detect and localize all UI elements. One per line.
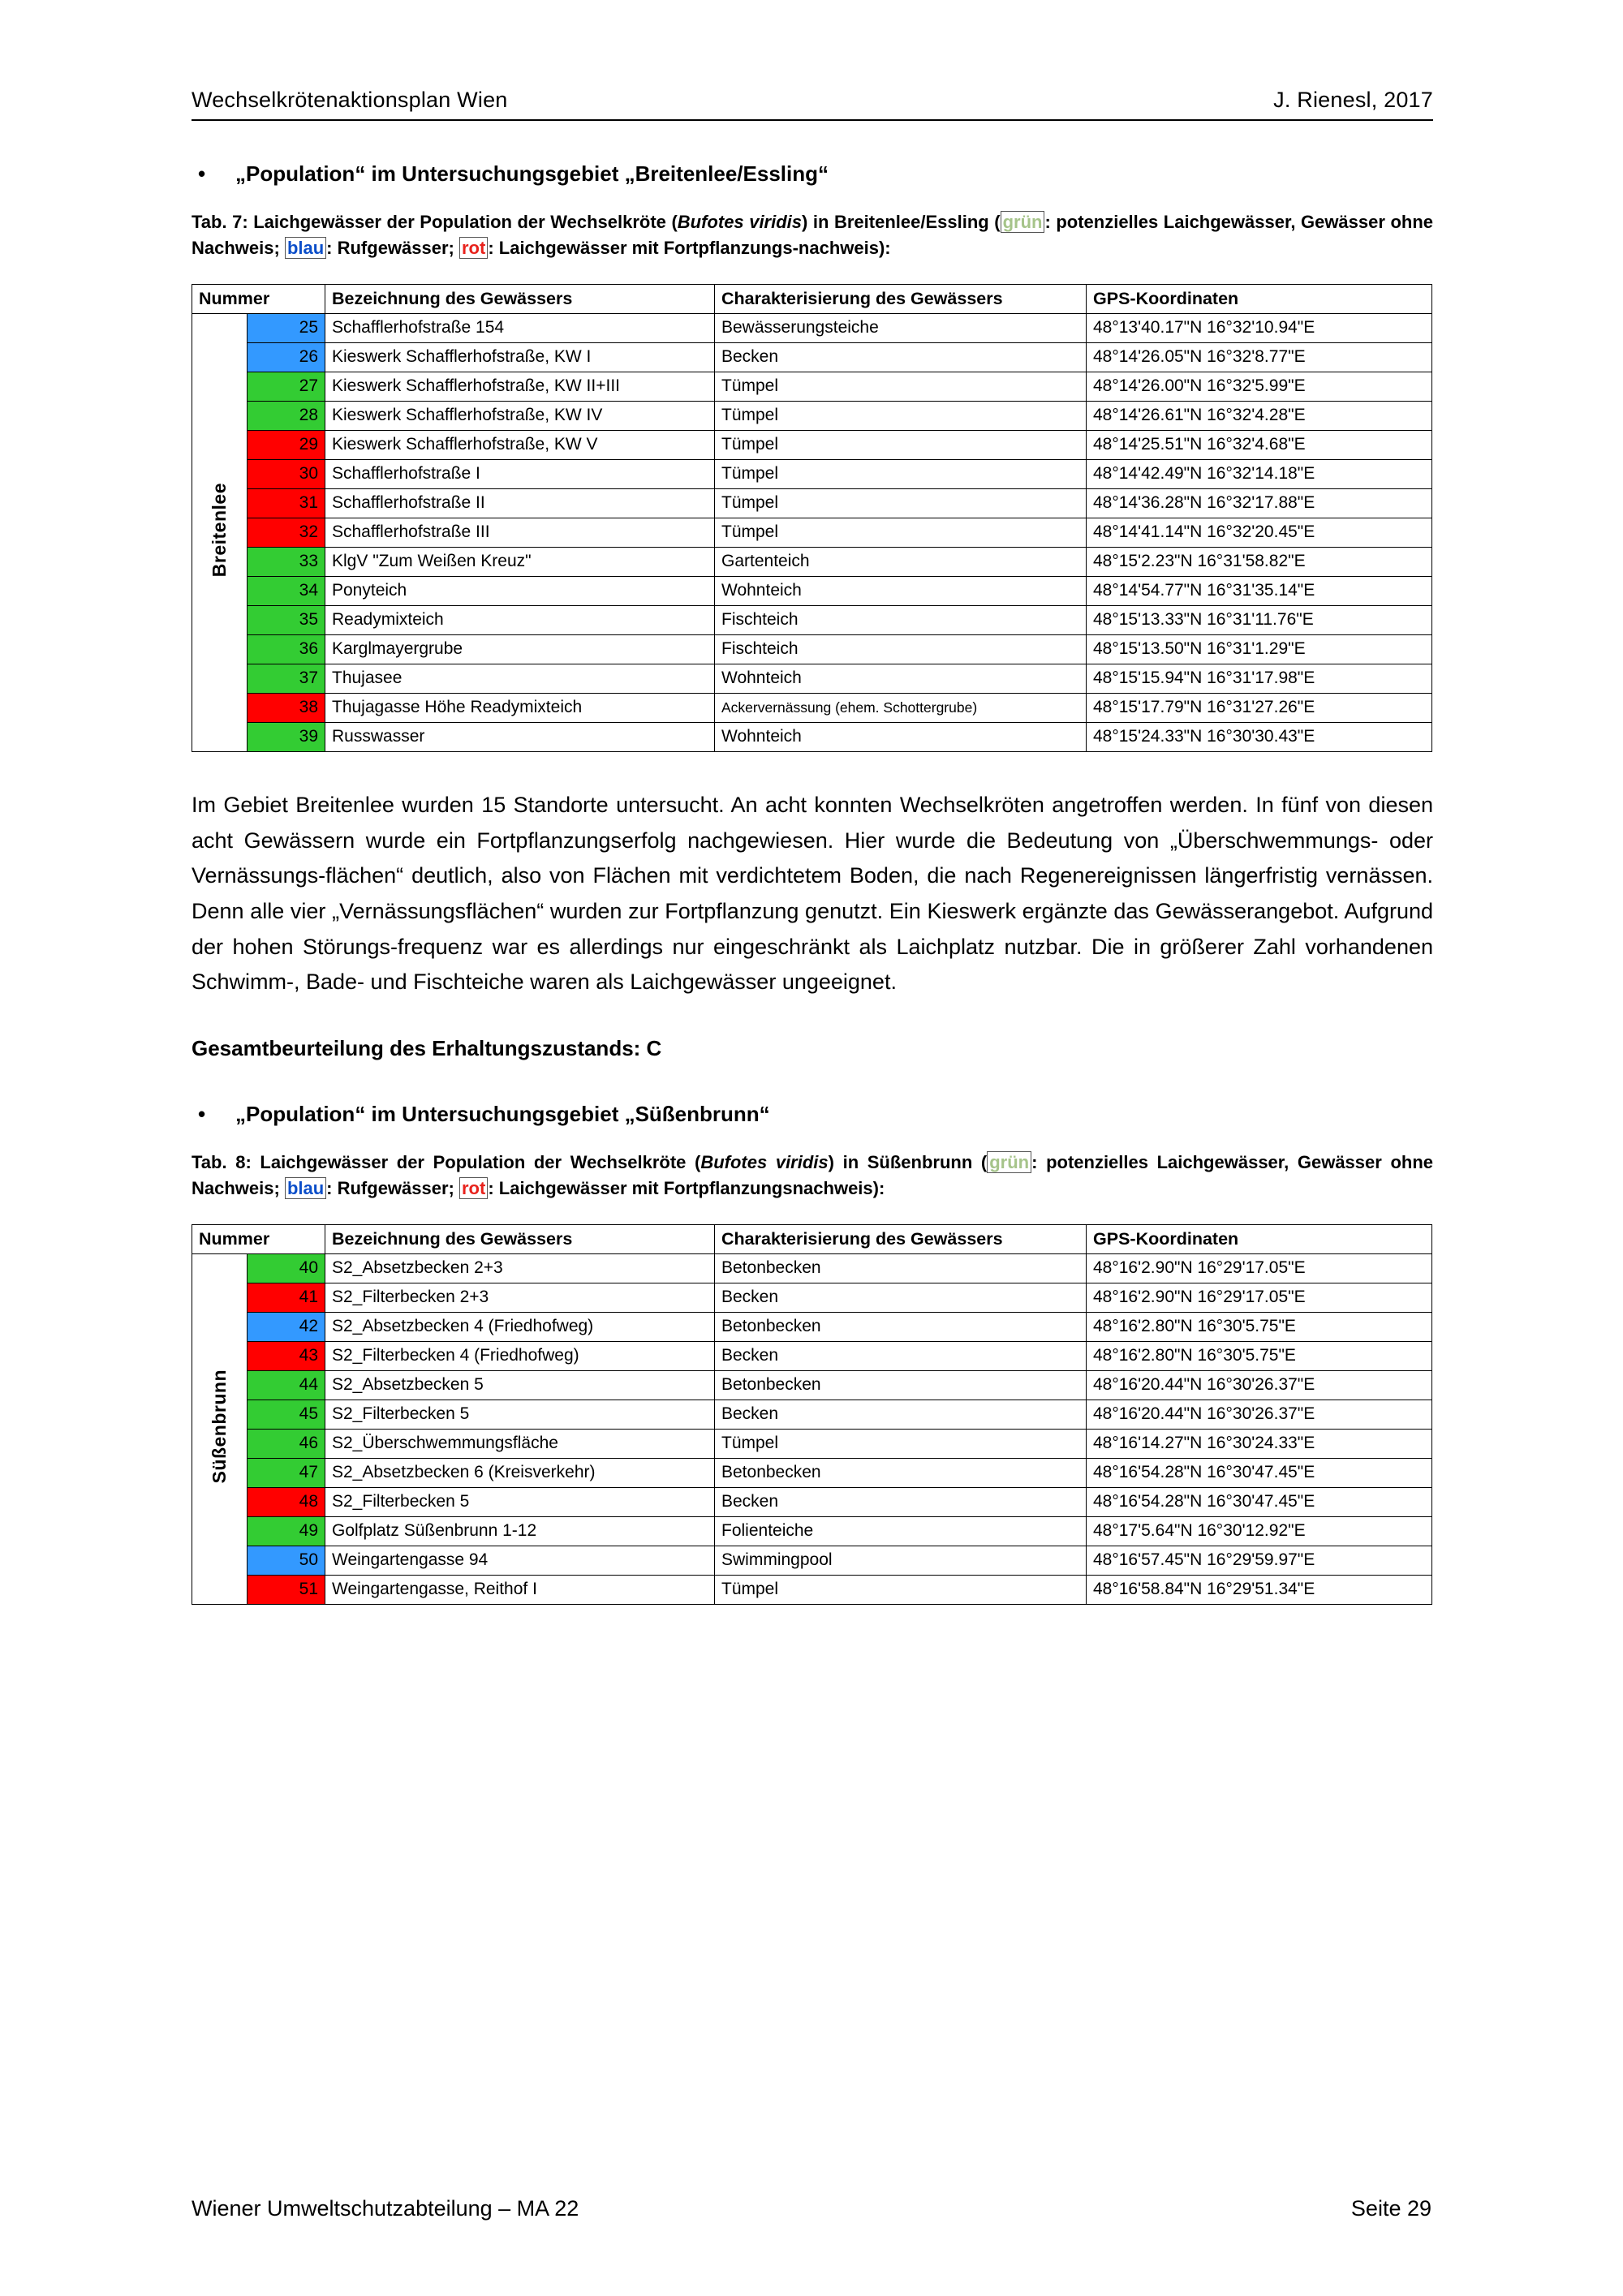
table-row — [192, 547, 1432, 576]
cell-charakterisierung: Betonbecken — [715, 1370, 1087, 1400]
cell-nummer: 46 — [248, 1429, 325, 1458]
cell-nummer: 47 — [248, 1458, 325, 1487]
cell-gps: 48°14'26.61"N 16°32'4.28"E — [1087, 401, 1432, 430]
legend-key-rot: rot — [459, 1177, 488, 1199]
legend-key-gruen: grün — [987, 1151, 1031, 1173]
table-row — [192, 1283, 1432, 1312]
header-author-right: J. Rienesl, 2017 — [1273, 88, 1433, 112]
cell-gps: 48°16'2.80"N 16°30'5.75"E — [1087, 1312, 1432, 1341]
cell-charakterisierung: Betonbecken — [715, 1253, 1087, 1283]
cell-bezeichnung: KlgV "Zum Weißen Kreuz" — [325, 547, 715, 576]
table7-caption-species: Bufotes viridis — [677, 212, 803, 232]
cell-charakterisierung: Tümpel — [715, 430, 1087, 459]
cell-charakterisierung: Tümpel — [715, 1429, 1087, 1458]
cell-gps: 48°15'13.50"N 16°31'1.29"E — [1087, 634, 1432, 664]
table-header-row — [192, 1224, 1432, 1253]
table-row — [192, 518, 1432, 547]
cell-bezeichnung: S2_Filterbecken 4 (Friedhofweg) — [325, 1341, 715, 1370]
cell-nummer: 25 — [248, 313, 325, 342]
cell-bezeichnung: S2_Filterbecken 2+3 — [325, 1283, 715, 1312]
table-row — [192, 1341, 1432, 1370]
cell-gps: 48°16'2.90"N 16°29'17.05"E — [1087, 1283, 1432, 1312]
cell-charakterisierung: Fischteich — [715, 634, 1087, 664]
cell-gps: 48°14'41.14"N 16°32'20.45"E — [1087, 518, 1432, 547]
table-row — [192, 1429, 1432, 1458]
cell-charakterisierung: Bewässerungsteiche — [715, 313, 1087, 342]
cell-nummer: 36 — [248, 634, 325, 664]
table8-caption-text5: : Laichgewässer mit Fortpflanzungsnachweis): — [488, 1178, 885, 1199]
section-heading-breitenlee — [192, 161, 1433, 187]
table-row — [192, 372, 1432, 401]
cell-charakterisierung: Betonbecken — [715, 1458, 1087, 1487]
cell-bezeichnung: S2_Absetzbecken 2+3 — [325, 1253, 715, 1283]
table8-caption-text3: : potenzielles Laichgewässer, Gewässer ohne Nachweis; — [192, 1152, 1433, 1199]
cell-bezeichnung: Thujagasse Höhe Readymixteich — [325, 693, 715, 722]
table-row — [192, 1516, 1432, 1546]
legend-key-rot: rot — [459, 237, 488, 259]
table-row — [192, 313, 1432, 342]
table8-caption — [192, 1150, 1433, 1202]
cell-bezeichnung: Weingartengasse, Reithof I — [325, 1575, 715, 1604]
cell-bezeichnung: Schafflerhofstraße III — [325, 518, 715, 547]
cell-charakterisierung: Fischteich — [715, 605, 1087, 634]
cell-gps: 48°14'26.00"N 16°32'5.99"E — [1087, 372, 1432, 401]
cell-nummer: 41 — [248, 1283, 325, 1312]
cell-gps: 48°15'2.23"N 16°31'58.82"E — [1087, 547, 1432, 576]
table8-caption-species: Bufotes viridis — [700, 1152, 829, 1173]
cell-nummer: 27 — [248, 372, 325, 401]
cell-charakterisierung: Tümpel — [715, 401, 1087, 430]
cell-charakterisierung: Gartenteich — [715, 547, 1087, 576]
cell-gps: 48°14'36.28"N 16°32'17.88"E — [1087, 488, 1432, 518]
table-breitenlee-body — [192, 313, 1432, 751]
table-row — [192, 634, 1432, 664]
cell-nummer: 37 — [248, 664, 325, 693]
table-row — [192, 401, 1432, 430]
column-header-charakterisierung: Charakterisierung des Gewässers — [715, 1224, 1087, 1253]
column-header-gps: GPS-Koordinaten — [1087, 1224, 1432, 1253]
cell-gps: 48°16'54.28"N 16°30'47.45"E — [1087, 1458, 1432, 1487]
table7-caption-text2: ) in Breitenlee/Essling ( — [802, 212, 1001, 232]
column-header-nummer: Nummer — [192, 1224, 325, 1253]
table8-caption-label: Tab. 8 — [192, 1152, 246, 1173]
table-row — [192, 1546, 1432, 1575]
cell-nummer: 30 — [248, 459, 325, 488]
table7-caption — [192, 209, 1433, 261]
column-header-charakterisierung: Charakterisierung des Gewässers — [715, 284, 1087, 313]
cell-nummer: 49 — [248, 1516, 325, 1546]
cell-gps: 48°14'42.49"N 16°32'14.18"E — [1087, 459, 1432, 488]
cell-gps: 48°16'57.45"N 16°29'59.97"E — [1087, 1546, 1432, 1575]
cell-gps: 48°16'2.80"N 16°30'5.75"E — [1087, 1341, 1432, 1370]
cell-charakterisierung: Tümpel — [715, 1575, 1087, 1604]
legend-key-gruen: grün — [1001, 211, 1045, 233]
table-suessenbrunn-body — [192, 1253, 1432, 1604]
header-title-left: Wechselkrötenaktionsplan Wien — [192, 88, 508, 112]
cell-charakterisierung: Tümpel — [715, 372, 1087, 401]
cell-nummer: 44 — [248, 1370, 325, 1400]
cell-nummer: 28 — [248, 401, 325, 430]
cell-nummer: 48 — [248, 1487, 325, 1516]
cell-charakterisierung: Wohnteich — [715, 722, 1087, 751]
table7-caption-text3: : potenzielles Laichgewässer, Gewässer ohne Nachweis; — [192, 212, 1434, 258]
cell-bezeichnung: S2_Filterbecken 5 — [325, 1487, 715, 1516]
cell-gps: 48°15'15.94"N 16°31'17.98"E — [1087, 664, 1432, 693]
column-header-bezeichnung: Bezeichnung des Gewässers — [325, 1224, 715, 1253]
cell-charakterisierung: Betonbecken — [715, 1312, 1087, 1341]
table-row — [192, 342, 1432, 372]
section-heading-text: „Population“ im Untersuchungsgebiet „Breitenlee/Essling“ — [235, 161, 829, 186]
table-side-label — [192, 1253, 248, 1604]
cell-nummer: 31 — [248, 488, 325, 518]
table-row — [192, 1370, 1432, 1400]
cell-gps: 48°14'54.77"N 16°31'35.14"E — [1087, 576, 1432, 605]
cell-bezeichnung: S2_Absetzbecken 4 (Friedhofweg) — [325, 1312, 715, 1341]
table-header-row — [192, 284, 1432, 313]
cell-charakterisierung: Becken — [715, 1400, 1087, 1429]
table-row — [192, 722, 1432, 751]
table-side-label-text: Breitenlee — [209, 483, 230, 578]
cell-gps: 48°14'25.51"N 16°32'4.68"E — [1087, 430, 1432, 459]
cell-gps: 48°16'2.90"N 16°29'17.05"E — [1087, 1253, 1432, 1283]
cell-charakterisierung: Swimmingpool — [715, 1546, 1087, 1575]
table-suessenbrunn — [192, 1224, 1432, 1605]
table7-caption-text4: : Rufgewässer; — [326, 237, 459, 258]
cell-charakterisierung: Ackervernässung (ehem. Schottergrube) — [715, 693, 1087, 722]
cell-nummer: 35 — [248, 605, 325, 634]
cell-nummer: 39 — [248, 722, 325, 751]
table-row — [192, 1253, 1432, 1283]
table-row — [192, 459, 1432, 488]
assessment-subheading: Gesamtbeurteilung des Erhaltungszustands: C — [192, 1036, 662, 1061]
cell-bezeichnung: Readymixteich — [325, 605, 715, 634]
table7-caption-text5: : Laichgewässer mit Fortpflanzungs-nachweis): — [488, 237, 891, 258]
cell-nummer: 43 — [248, 1341, 325, 1370]
table-row — [192, 605, 1432, 634]
cell-gps: 48°14'26.05"N 16°32'8.77"E — [1087, 342, 1432, 372]
legend-key-blau: blau — [285, 1177, 326, 1199]
footer-page-number: Seite 29 — [1350, 2196, 1431, 2221]
table-row — [192, 576, 1432, 605]
cell-gps: 48°17'5.64"N 16°30'12.92"E — [1087, 1516, 1432, 1546]
table-row — [192, 664, 1432, 693]
cell-gps: 48°16'54.28"N 16°30'47.45"E — [1087, 1487, 1432, 1516]
table8-caption-text4: : Rufgewässer; — [326, 1178, 459, 1199]
table-row — [192, 1400, 1432, 1429]
section-heading-suessenbrunn — [192, 1102, 1433, 1127]
table-side-label-text: Süßenbrunn — [209, 1369, 230, 1484]
cell-charakterisierung: Tümpel — [715, 459, 1087, 488]
cell-charakterisierung: Folienteiche — [715, 1516, 1087, 1546]
table-breitenlee — [192, 284, 1432, 752]
cell-gps: 48°13'40.17"N 16°32'10.94"E — [1087, 313, 1432, 342]
legend-key-blau: blau — [285, 237, 326, 259]
table-side-label — [192, 313, 248, 751]
cell-bezeichnung: Weingartengasse 94 — [325, 1546, 715, 1575]
cell-bezeichnung: Russwasser — [325, 722, 715, 751]
cell-nummer: 26 — [248, 342, 325, 372]
cell-bezeichnung: Ponyteich — [325, 576, 715, 605]
table8-caption-text2: ) in Süßenbrunn ( — [828, 1152, 988, 1173]
bullet-icon: • — [198, 1102, 206, 1127]
cell-nummer: 50 — [248, 1546, 325, 1575]
cell-bezeichnung: S2_Überschwemmungsfläche — [325, 1429, 715, 1458]
cell-bezeichnung: Kieswerk Schafflerhofstraße, KW V — [325, 430, 715, 459]
table-row — [192, 1312, 1432, 1341]
cell-nummer: 33 — [248, 547, 325, 576]
cell-nummer: 40 — [248, 1253, 325, 1283]
table-row — [192, 1575, 1432, 1604]
cell-charakterisierung: Tümpel — [715, 518, 1087, 547]
cell-bezeichnung: Schafflerhofstraße 154 — [325, 313, 715, 342]
cell-charakterisierung: Becken — [715, 1283, 1087, 1312]
column-header-bezeichnung: Bezeichnung des Gewässers — [325, 284, 715, 313]
table7-caption-label: Tab. 7 — [192, 212, 243, 232]
cell-gps: 48°16'20.44"N 16°30'26.37"E — [1087, 1400, 1432, 1429]
cell-charakterisierung: Becken — [715, 342, 1087, 372]
cell-gps: 48°16'58.84"N 16°29'51.34"E — [1087, 1575, 1432, 1604]
cell-gps: 48°15'17.79"N 16°31'27.26"E — [1087, 693, 1432, 722]
cell-nummer: 42 — [248, 1312, 325, 1341]
cell-bezeichnung: Kieswerk Schafflerhofstraße, KW I — [325, 342, 715, 372]
cell-nummer: 38 — [248, 693, 325, 722]
column-header-nummer: Nummer — [192, 284, 325, 313]
cell-charakterisierung: Wohnteich — [715, 576, 1087, 605]
cell-nummer: 51 — [248, 1575, 325, 1604]
cell-bezeichnung: Schafflerhofstraße II — [325, 488, 715, 518]
cell-gps: 48°16'14.27"N 16°30'24.33"E — [1087, 1429, 1432, 1458]
page-content — [192, 88, 1433, 1605]
table7-caption-text1: : Laichgewässer der Population der Wechselkröte ( — [242, 212, 678, 232]
page-header — [192, 88, 1433, 121]
cell-charakterisierung: Becken — [715, 1341, 1087, 1370]
table-row — [192, 1458, 1432, 1487]
cell-bezeichnung: S2_Absetzbecken 6 (Kreisverkehr) — [325, 1458, 715, 1487]
cell-gps: 48°15'24.33"N 16°30'30.43"E — [1087, 722, 1432, 751]
table-row — [192, 1487, 1432, 1516]
table8-caption-text1: : Laichgewässer der Population der Wechselkröte ( — [245, 1152, 701, 1173]
section-heading-text: „Population“ im Untersuchungsgebiet „Süßenbrunn“ — [235, 1102, 770, 1127]
cell-bezeichnung: Kieswerk Schafflerhofstraße, KW II+III — [325, 372, 715, 401]
cell-gps: 48°15'13.33"N 16°31'11.76"E — [1087, 605, 1432, 634]
cell-bezeichnung: Schafflerhofstraße I — [325, 459, 715, 488]
cell-bezeichnung: Thujasee — [325, 664, 715, 693]
cell-bezeichnung: S2_Absetzbecken 5 — [325, 1370, 715, 1400]
table-row — [192, 488, 1432, 518]
cell-nummer: 32 — [248, 518, 325, 547]
cell-charakterisierung: Becken — [715, 1487, 1087, 1516]
bullet-icon: • — [198, 161, 206, 186]
cell-charakterisierung: Wohnteich — [715, 664, 1087, 693]
footer-department: Wiener Umweltschutzabteilung – MA 22 — [192, 2196, 579, 2221]
cell-bezeichnung: Karglmayergrube — [325, 634, 715, 664]
cell-nummer: 34 — [248, 576, 325, 605]
page-footer — [192, 2196, 1431, 2221]
cell-charakterisierung: Tümpel — [715, 488, 1087, 518]
table-row — [192, 693, 1432, 722]
cell-bezeichnung: S2_Filterbecken 5 — [325, 1400, 715, 1429]
body-paragraph-breitenlee: Im Gebiet Breitenlee wurden 15 Standorte untersucht. An acht konnten Wechselkröten angetroffen werden. In fünf von diesen acht Gewässern wurde ein Fortpflanzungserfolg nachgewiesen. Hier wurde die Bedeutung von „Überschwemmungs- oder Vernässungs-flächen“ deutlich, also von Flächen mit verdichtetem Boden, die nach Regenereignissen längerfristig vernässen. Denn alle vier „Vernässungsflächen“ wurden zur Fortpflanzung genutzt. Ein Kieswerk ergänzte das Gewässerangebot. Aufgrund der hohen Störungs-frequenz war es allerdings nur eingeschränkt als Laichplatz nutzbar. Die in größerer Zahl vorhandenen Schwimm-, Bade- und Fischteiche waren als Laichgewässer ungeeignet. — [192, 792, 1433, 995]
table-row — [192, 430, 1432, 459]
cell-gps: 48°16'20.44"N 16°30'26.37"E — [1087, 1370, 1432, 1400]
cell-bezeichnung: Kieswerk Schafflerhofstraße, KW IV — [325, 401, 715, 430]
cell-nummer: 29 — [248, 430, 325, 459]
column-header-gps: GPS-Koordinaten — [1087, 284, 1432, 313]
cell-nummer: 45 — [248, 1400, 325, 1429]
cell-bezeichnung: Golfplatz Süßenbrunn 1-12 — [325, 1516, 715, 1546]
